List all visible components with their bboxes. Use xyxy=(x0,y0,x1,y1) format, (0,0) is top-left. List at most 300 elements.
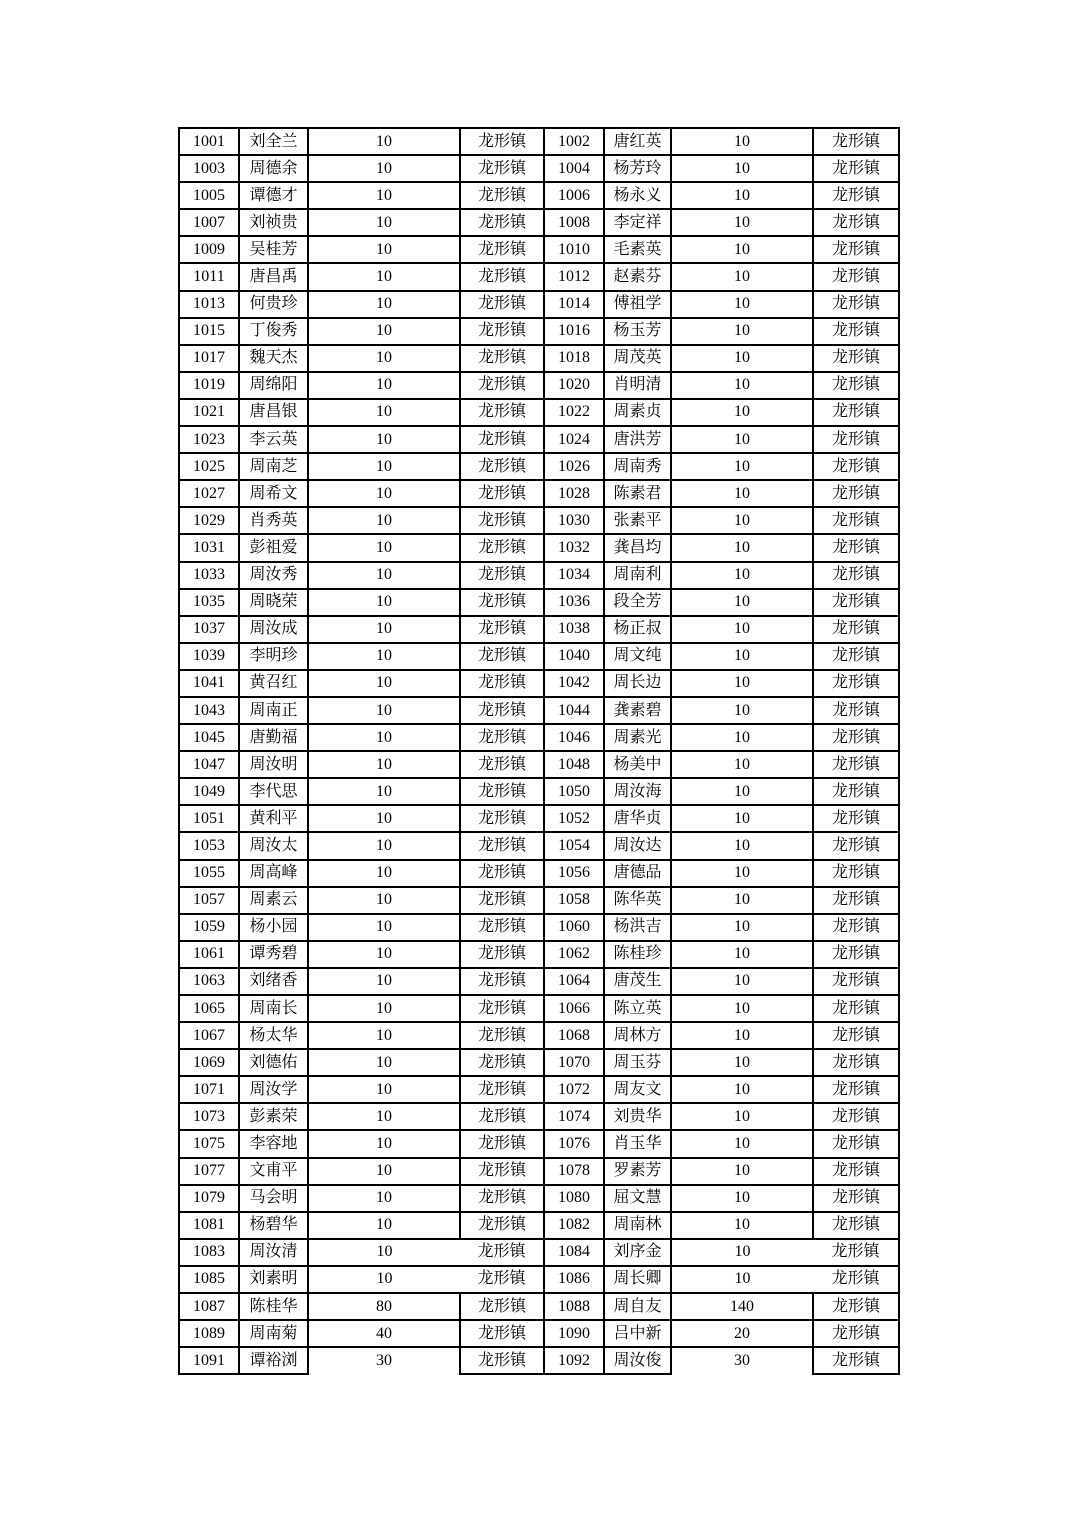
table-row xyxy=(179,291,899,318)
entry-town: 龙形镇 xyxy=(813,1320,899,1347)
entry-id: 1022 xyxy=(544,399,604,426)
entry-town: 龙形镇 xyxy=(460,236,544,263)
entry-name: 周汝俊 xyxy=(604,1347,671,1374)
entry-name: 杨玉芳 xyxy=(604,318,671,345)
entry-id: 1090 xyxy=(544,1320,604,1347)
table-row xyxy=(179,155,899,182)
entry-town: 龙形镇 xyxy=(460,805,544,832)
table-row xyxy=(179,1347,899,1374)
entry-name: 罗素芳 xyxy=(604,1158,671,1185)
entry-name: 周南菊 xyxy=(239,1320,308,1347)
entry-id: 1060 xyxy=(544,914,604,941)
entry-id: 1020 xyxy=(544,372,604,399)
entry-town: 龙形镇 xyxy=(813,1293,899,1320)
entry-town: 龙形镇 xyxy=(813,805,899,832)
entry-town: 龙形镇 xyxy=(460,372,544,399)
table-row xyxy=(179,1158,899,1185)
entry-town: 龙形镇 xyxy=(460,453,544,480)
entry-town: 龙形镇 xyxy=(460,426,544,453)
entry-town: 龙形镇 xyxy=(813,1239,899,1266)
entry-amount: 10 xyxy=(308,914,460,941)
table-row xyxy=(179,941,899,968)
entry-id: 1009 xyxy=(179,236,239,263)
entry-amount: 10 xyxy=(671,1103,813,1130)
entry-name: 肖明清 xyxy=(604,372,671,399)
entry-name: 龚昌均 xyxy=(604,534,671,561)
entry-id: 1080 xyxy=(544,1185,604,1212)
entry-town: 龙形镇 xyxy=(460,1022,544,1049)
entry-name: 马会明 xyxy=(239,1185,308,1212)
entry-name: 杨太华 xyxy=(239,1022,308,1049)
entry-town: 龙形镇 xyxy=(813,480,899,507)
entry-town: 龙形镇 xyxy=(460,480,544,507)
entry-amount: 10 xyxy=(308,1212,460,1239)
entry-id: 1027 xyxy=(179,480,239,507)
entry-amount: 10 xyxy=(308,968,460,995)
entry-name: 杨小园 xyxy=(239,914,308,941)
entry-town: 龙形镇 xyxy=(460,616,544,643)
entry-town: 龙形镇 xyxy=(460,1347,544,1374)
entry-id: 1063 xyxy=(179,968,239,995)
entry-id: 1059 xyxy=(179,914,239,941)
entry-name: 傅祖学 xyxy=(604,291,671,318)
entry-id: 1084 xyxy=(544,1239,604,1266)
entry-amount: 10 xyxy=(671,453,813,480)
entry-name: 唐德品 xyxy=(604,860,671,887)
entry-amount: 10 xyxy=(308,291,460,318)
entry-id: 1046 xyxy=(544,724,604,751)
table-row xyxy=(179,209,899,236)
entry-amount: 10 xyxy=(308,1103,460,1130)
entry-id: 1021 xyxy=(179,399,239,426)
entry-town: 龙形镇 xyxy=(813,1266,899,1293)
entry-town: 龙形镇 xyxy=(460,1049,544,1076)
entry-id: 1073 xyxy=(179,1103,239,1130)
table-row xyxy=(179,1239,899,1266)
entry-amount: 10 xyxy=(671,426,813,453)
entry-name: 周高峰 xyxy=(239,860,308,887)
table-row xyxy=(179,399,899,426)
entry-amount: 10 xyxy=(671,182,813,209)
entry-id: 1014 xyxy=(544,291,604,318)
entry-id: 1008 xyxy=(544,209,604,236)
entry-name: 刘祯贵 xyxy=(239,209,308,236)
entry-id: 1044 xyxy=(544,697,604,724)
entry-town: 龙形镇 xyxy=(813,1049,899,1076)
entry-id: 1049 xyxy=(179,778,239,805)
entry-amount: 10 xyxy=(671,860,813,887)
entry-amount: 10 xyxy=(308,1076,460,1103)
entry-town: 龙形镇 xyxy=(460,345,544,372)
entry-amount: 10 xyxy=(308,778,460,805)
entry-amount: 10 xyxy=(671,209,813,236)
entry-amount: 30 xyxy=(671,1347,813,1374)
entry-town: 龙形镇 xyxy=(460,1130,544,1157)
entry-amount: 10 xyxy=(671,562,813,589)
table-row xyxy=(179,887,899,914)
table-row xyxy=(179,1130,899,1157)
entry-name: 李云英 xyxy=(239,426,308,453)
entry-id: 1068 xyxy=(544,1022,604,1049)
table-row xyxy=(179,1266,899,1293)
entry-amount: 10 xyxy=(671,751,813,778)
entry-amount: 10 xyxy=(308,616,460,643)
entry-town: 龙形镇 xyxy=(460,724,544,751)
entry-amount: 10 xyxy=(671,1049,813,1076)
entry-id: 1048 xyxy=(544,751,604,778)
entry-name: 何贵珍 xyxy=(239,291,308,318)
entry-name: 周茂英 xyxy=(604,345,671,372)
entry-id: 1053 xyxy=(179,832,239,859)
table-row xyxy=(179,968,899,995)
entry-amount: 10 xyxy=(671,1212,813,1239)
entry-id: 1062 xyxy=(544,941,604,968)
entry-amount: 10 xyxy=(671,263,813,290)
entry-town: 龙形镇 xyxy=(460,399,544,426)
entry-town: 龙形镇 xyxy=(460,562,544,589)
entry-name: 周玉芬 xyxy=(604,1049,671,1076)
entry-name: 吕中新 xyxy=(604,1320,671,1347)
entry-amount: 10 xyxy=(308,589,460,616)
entry-town: 龙形镇 xyxy=(460,697,544,724)
table-row xyxy=(179,263,899,290)
entry-name: 周自友 xyxy=(604,1293,671,1320)
entry-amount: 10 xyxy=(671,399,813,426)
entry-id: 1088 xyxy=(544,1293,604,1320)
table-row xyxy=(179,1212,899,1239)
entry-id: 1011 xyxy=(179,263,239,290)
entry-name: 周汝明 xyxy=(239,751,308,778)
entry-name: 彭祖爱 xyxy=(239,534,308,561)
entry-town: 龙形镇 xyxy=(460,209,544,236)
entry-id: 1025 xyxy=(179,453,239,480)
entry-name: 周汝清 xyxy=(239,1239,308,1266)
entry-amount: 10 xyxy=(671,670,813,697)
entry-amount: 10 xyxy=(671,236,813,263)
entry-id: 1036 xyxy=(544,589,604,616)
entry-id: 1026 xyxy=(544,453,604,480)
entry-town: 龙形镇 xyxy=(813,182,899,209)
entry-name: 陈桂华 xyxy=(239,1293,308,1320)
entry-name: 刘序金 xyxy=(604,1239,671,1266)
entry-name: 毛素英 xyxy=(604,236,671,263)
entry-name: 杨芳玲 xyxy=(604,155,671,182)
entry-id: 1076 xyxy=(544,1130,604,1157)
entry-amount: 10 xyxy=(308,345,460,372)
entry-town: 龙形镇 xyxy=(813,1022,899,1049)
entry-amount: 10 xyxy=(671,507,813,534)
entry-name: 张素平 xyxy=(604,507,671,534)
entry-id: 1083 xyxy=(179,1239,239,1266)
entry-id: 1019 xyxy=(179,372,239,399)
table-row xyxy=(179,860,899,887)
entry-town: 龙形镇 xyxy=(813,372,899,399)
table-row xyxy=(179,128,899,155)
entry-id: 1081 xyxy=(179,1212,239,1239)
entry-id: 1056 xyxy=(544,860,604,887)
entry-town: 龙形镇 xyxy=(813,860,899,887)
entry-id: 1051 xyxy=(179,805,239,832)
entry-name: 文甫平 xyxy=(239,1158,308,1185)
entry-name: 周希文 xyxy=(239,480,308,507)
entry-town: 龙形镇 xyxy=(460,1185,544,1212)
entry-id: 1003 xyxy=(179,155,239,182)
entry-id: 1045 xyxy=(179,724,239,751)
entry-name: 刘德佑 xyxy=(239,1049,308,1076)
entry-id: 1031 xyxy=(179,534,239,561)
entry-name: 黄召红 xyxy=(239,670,308,697)
table-row xyxy=(179,562,899,589)
entry-id: 1004 xyxy=(544,155,604,182)
entry-amount: 10 xyxy=(308,372,460,399)
entry-name: 唐昌禹 xyxy=(239,263,308,290)
table-row xyxy=(179,1103,899,1130)
entry-name: 魏天杰 xyxy=(239,345,308,372)
entry-id: 1077 xyxy=(179,1158,239,1185)
entry-town: 龙形镇 xyxy=(460,128,544,155)
entry-amount: 10 xyxy=(308,1022,460,1049)
entry-id: 1058 xyxy=(544,887,604,914)
entry-amount: 10 xyxy=(308,155,460,182)
table-row xyxy=(179,1185,899,1212)
entry-id: 1079 xyxy=(179,1185,239,1212)
entry-amount: 10 xyxy=(671,155,813,182)
entry-name: 龚素碧 xyxy=(604,697,671,724)
entry-town: 龙形镇 xyxy=(460,263,544,290)
table-row xyxy=(179,751,899,778)
entry-id: 1089 xyxy=(179,1320,239,1347)
entry-id: 1023 xyxy=(179,426,239,453)
entry-amount: 10 xyxy=(308,724,460,751)
table-row xyxy=(179,426,899,453)
table-row xyxy=(179,1320,899,1347)
entry-name: 周南利 xyxy=(604,562,671,589)
entry-town: 龙形镇 xyxy=(813,426,899,453)
entry-town: 龙形镇 xyxy=(460,1293,544,1320)
entry-id: 1028 xyxy=(544,480,604,507)
entry-name: 吴桂芳 xyxy=(239,236,308,263)
entry-id: 1033 xyxy=(179,562,239,589)
entry-name: 唐红英 xyxy=(604,128,671,155)
entry-town: 龙形镇 xyxy=(813,1076,899,1103)
entry-id: 1050 xyxy=(544,778,604,805)
entry-name: 杨碧华 xyxy=(239,1212,308,1239)
table-row xyxy=(179,236,899,263)
entry-town: 龙形镇 xyxy=(460,860,544,887)
entry-town: 龙形镇 xyxy=(813,887,899,914)
entry-name: 陈素君 xyxy=(604,480,671,507)
entry-amount: 10 xyxy=(671,724,813,751)
entry-id: 1030 xyxy=(544,507,604,534)
entry-amount: 10 xyxy=(671,832,813,859)
entry-amount: 10 xyxy=(671,1158,813,1185)
entry-id: 1086 xyxy=(544,1266,604,1293)
entry-amount: 10 xyxy=(671,643,813,670)
entry-amount: 10 xyxy=(671,887,813,914)
entry-amount: 140 xyxy=(671,1293,813,1320)
entry-town: 龙形镇 xyxy=(813,236,899,263)
entry-name: 唐洪芳 xyxy=(604,426,671,453)
entry-amount: 10 xyxy=(671,914,813,941)
table-row xyxy=(179,995,899,1022)
table-row xyxy=(179,480,899,507)
entry-town: 龙形镇 xyxy=(460,1103,544,1130)
table-row xyxy=(179,372,899,399)
entry-id: 1067 xyxy=(179,1022,239,1049)
entry-amount: 10 xyxy=(308,182,460,209)
table-row xyxy=(179,724,899,751)
entry-id: 1029 xyxy=(179,507,239,534)
entry-town: 龙形镇 xyxy=(813,778,899,805)
entry-town: 龙形镇 xyxy=(460,1239,544,1266)
entry-id: 1070 xyxy=(544,1049,604,1076)
entry-amount: 10 xyxy=(308,1266,460,1293)
entry-name: 杨美中 xyxy=(604,751,671,778)
table-row xyxy=(179,1022,899,1049)
entry-name: 周文纯 xyxy=(604,643,671,670)
entry-name: 周汝学 xyxy=(239,1076,308,1103)
entry-town: 龙形镇 xyxy=(813,832,899,859)
entry-name: 屈文慧 xyxy=(604,1185,671,1212)
entry-town: 龙形镇 xyxy=(813,941,899,968)
entry-name: 周汝秀 xyxy=(239,562,308,589)
entry-amount: 10 xyxy=(308,1185,460,1212)
entry-id: 1010 xyxy=(544,236,604,263)
entry-id: 1066 xyxy=(544,995,604,1022)
entry-name: 周绵阳 xyxy=(239,372,308,399)
table-row xyxy=(179,670,899,697)
table-row xyxy=(179,534,899,561)
entry-town: 龙形镇 xyxy=(460,1320,544,1347)
entry-town: 龙形镇 xyxy=(813,1347,899,1374)
entry-amount: 10 xyxy=(308,426,460,453)
entry-amount: 10 xyxy=(308,805,460,832)
entry-town: 龙形镇 xyxy=(813,643,899,670)
entry-name: 周林方 xyxy=(604,1022,671,1049)
entry-name: 周汝海 xyxy=(604,778,671,805)
entry-town: 龙形镇 xyxy=(813,534,899,561)
entry-amount: 10 xyxy=(671,128,813,155)
entry-name: 周素光 xyxy=(604,724,671,751)
entry-amount: 10 xyxy=(671,345,813,372)
entry-amount: 10 xyxy=(308,751,460,778)
entry-amount: 10 xyxy=(671,291,813,318)
entry-amount: 10 xyxy=(671,1076,813,1103)
entry-id: 1087 xyxy=(179,1293,239,1320)
entry-id: 1064 xyxy=(544,968,604,995)
entry-id: 1085 xyxy=(179,1266,239,1293)
entry-amount: 10 xyxy=(308,1049,460,1076)
entry-id: 1052 xyxy=(544,805,604,832)
entry-town: 龙形镇 xyxy=(813,291,899,318)
entry-town: 龙形镇 xyxy=(813,724,899,751)
entry-id: 1017 xyxy=(179,345,239,372)
table-row xyxy=(179,182,899,209)
entry-name: 杨洪吉 xyxy=(604,914,671,941)
entry-name: 李代思 xyxy=(239,778,308,805)
entry-amount: 10 xyxy=(308,263,460,290)
entry-name: 黄利平 xyxy=(239,805,308,832)
entry-name: 周汝成 xyxy=(239,616,308,643)
entry-amount: 10 xyxy=(671,318,813,345)
entry-id: 1038 xyxy=(544,616,604,643)
entry-town: 龙形镇 xyxy=(460,778,544,805)
entry-amount: 30 xyxy=(308,1347,460,1374)
entry-id: 1039 xyxy=(179,643,239,670)
entry-town: 龙形镇 xyxy=(813,128,899,155)
entry-name: 周南长 xyxy=(239,995,308,1022)
entry-town: 龙形镇 xyxy=(460,318,544,345)
entry-amount: 10 xyxy=(671,1266,813,1293)
entry-id: 1042 xyxy=(544,670,604,697)
entry-id: 1002 xyxy=(544,128,604,155)
entry-id: 1035 xyxy=(179,589,239,616)
table-row xyxy=(179,805,899,832)
entry-name: 唐华贞 xyxy=(604,805,671,832)
entry-town: 龙形镇 xyxy=(813,1103,899,1130)
entry-amount: 10 xyxy=(671,372,813,399)
entry-town: 龙形镇 xyxy=(813,697,899,724)
entry-amount: 10 xyxy=(671,697,813,724)
entry-name: 李容地 xyxy=(239,1130,308,1157)
entry-name: 周长边 xyxy=(604,670,671,697)
entry-amount: 10 xyxy=(671,805,813,832)
entry-name: 彭素荣 xyxy=(239,1103,308,1130)
entry-id: 1065 xyxy=(179,995,239,1022)
entry-id: 1007 xyxy=(179,209,239,236)
entry-amount: 10 xyxy=(308,562,460,589)
entry-id: 1001 xyxy=(179,128,239,155)
entry-amount: 10 xyxy=(308,236,460,263)
entry-town: 龙形镇 xyxy=(813,616,899,643)
entry-name: 周汝太 xyxy=(239,832,308,859)
entry-town: 龙形镇 xyxy=(460,995,544,1022)
entry-name: 肖秀英 xyxy=(239,507,308,534)
entry-amount: 20 xyxy=(671,1320,813,1347)
entry-name: 周晓荣 xyxy=(239,589,308,616)
entry-amount: 10 xyxy=(308,1239,460,1266)
entry-amount: 10 xyxy=(308,399,460,426)
entry-id: 1074 xyxy=(544,1103,604,1130)
entry-amount: 10 xyxy=(671,995,813,1022)
entry-amount: 10 xyxy=(671,1130,813,1157)
table-row xyxy=(179,589,899,616)
entry-town: 龙形镇 xyxy=(460,1266,544,1293)
entry-name: 谭裕浏 xyxy=(239,1347,308,1374)
entry-amount: 10 xyxy=(308,832,460,859)
entry-name: 周长卿 xyxy=(604,1266,671,1293)
table-row xyxy=(179,507,899,534)
entry-town: 龙形镇 xyxy=(813,263,899,290)
entry-amount: 10 xyxy=(671,968,813,995)
entry-id: 1006 xyxy=(544,182,604,209)
entry-town: 龙形镇 xyxy=(460,832,544,859)
entry-amount: 10 xyxy=(671,1239,813,1266)
entry-id: 1091 xyxy=(179,1347,239,1374)
entry-name: 周南林 xyxy=(604,1212,671,1239)
entry-name: 周南正 xyxy=(239,697,308,724)
entry-name: 段全芳 xyxy=(604,589,671,616)
entry-town: 龙形镇 xyxy=(460,155,544,182)
entry-town: 龙形镇 xyxy=(813,345,899,372)
table-row xyxy=(179,914,899,941)
table-row xyxy=(179,345,899,372)
entry-name: 刘绪香 xyxy=(239,968,308,995)
entry-amount: 10 xyxy=(671,589,813,616)
entry-town: 龙形镇 xyxy=(460,1158,544,1185)
entry-name: 周德余 xyxy=(239,155,308,182)
table-row xyxy=(179,1049,899,1076)
